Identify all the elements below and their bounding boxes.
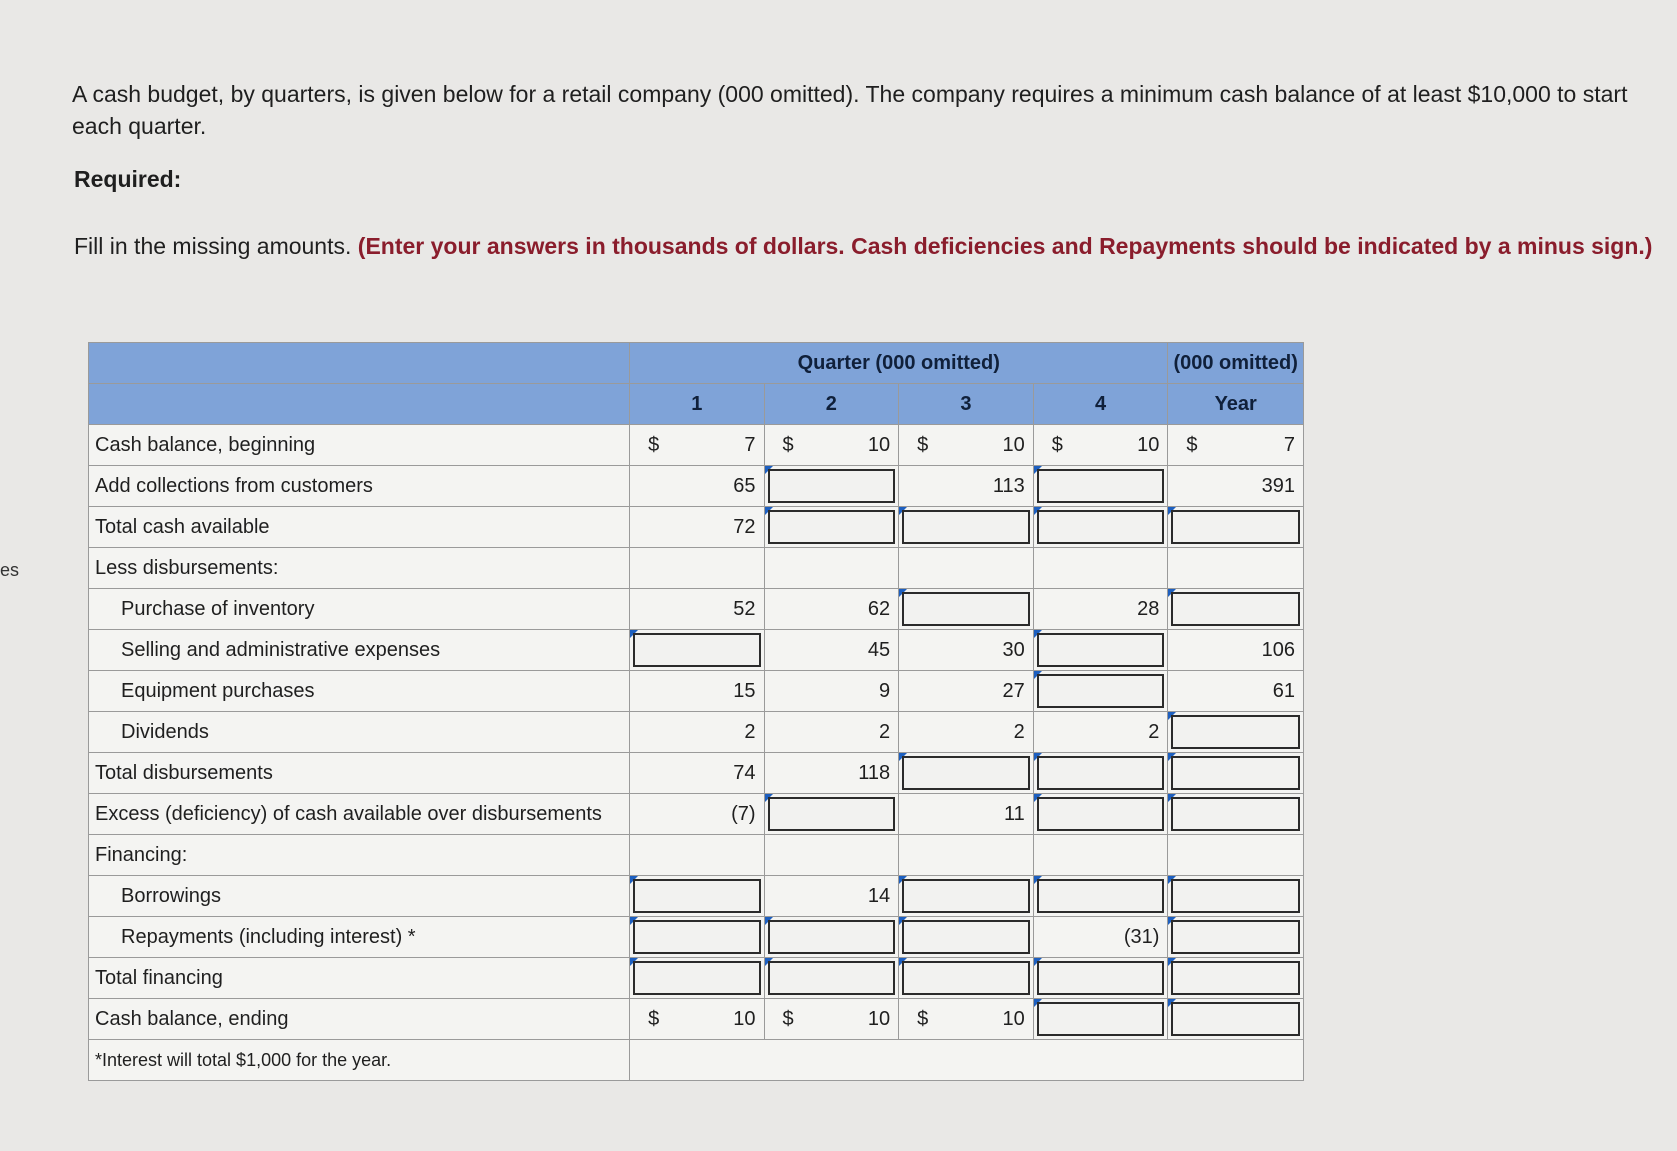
cell-value: 10 [1137, 433, 1160, 456]
answer-input-cell [899, 589, 1034, 630]
cell-value: 10 [733, 1007, 756, 1030]
table-row [89, 876, 1304, 917]
row-label: Total financing [89, 958, 630, 999]
value-cell [899, 712, 1034, 753]
table-row [89, 507, 1304, 548]
answer-input-cell [1033, 999, 1168, 1040]
value-cell [630, 671, 764, 712]
value-cell [764, 425, 899, 466]
answer-input-cell [1168, 999, 1304, 1040]
cell-value: 52 [733, 597, 756, 620]
answer-input[interactable] [1037, 469, 1165, 503]
answer-input[interactable] [1037, 633, 1165, 667]
header-blank [89, 343, 630, 384]
answer-input[interactable] [1171, 797, 1300, 831]
answer-input[interactable] [768, 510, 896, 544]
dollar-sign: $ [1051, 434, 1063, 456]
problem-intro: A cash budget, by quarters, is given below for a retail company (000 omitted). The company requires a minimum cash balance of at least $10,000 to start each quarter. [72, 81, 1628, 139]
answer-input[interactable] [768, 961, 896, 995]
row-label: Borrowings [89, 876, 630, 917]
answer-input[interactable] [633, 633, 760, 667]
answer-input-cell [1033, 671, 1168, 712]
section-blank-cell [630, 835, 764, 876]
answer-input[interactable] [1171, 1002, 1300, 1036]
table-body [89, 425, 1304, 1040]
required-heading: Required: [74, 166, 182, 192]
answer-input[interactable] [1037, 961, 1165, 995]
answer-input[interactable] [1171, 920, 1300, 954]
cell-value: 391 [1261, 474, 1295, 497]
cell-value: 106 [1261, 638, 1295, 661]
cell-value: 2 [1013, 720, 1025, 743]
table-row [89, 712, 1304, 753]
answer-input[interactable] [633, 961, 760, 995]
dollar-sign: $ [782, 1008, 794, 1030]
answer-input[interactable] [768, 469, 896, 503]
section-blank-cell [899, 548, 1034, 589]
answer-input-cell [1168, 589, 1304, 630]
answer-input[interactable] [1037, 756, 1165, 790]
dollar-sign: $ [782, 434, 794, 456]
row-label: Total cash available [89, 507, 630, 548]
answer-input-cell [1168, 712, 1304, 753]
value-cell [1168, 671, 1304, 712]
answer-input-cell [1033, 466, 1168, 507]
cell-value: 72 [733, 515, 756, 538]
year-omitted-header: (000 omitted) [1168, 343, 1304, 384]
footnote-blank [630, 1040, 1304, 1081]
value-cell [1033, 425, 1168, 466]
answer-input[interactable] [902, 879, 1030, 913]
cell-value: 45 [867, 638, 891, 661]
value-cell [899, 630, 1034, 671]
table-row [89, 548, 1304, 589]
answer-input-cell [899, 876, 1034, 917]
dollar-sign: $ [648, 434, 660, 456]
cell-value: (31) [1123, 925, 1160, 948]
answer-input-cell [630, 876, 764, 917]
value-cell [899, 794, 1034, 835]
table-row [89, 630, 1304, 671]
cash-budget-table [88, 342, 1304, 1081]
answer-input[interactable] [1037, 879, 1165, 913]
answer-input-cell [764, 917, 899, 958]
answer-input-cell [899, 958, 1034, 999]
answer-input[interactable] [902, 756, 1030, 790]
cell-value: 10 [1002, 433, 1025, 456]
cell-value: 65 [733, 474, 756, 497]
value-cell [1033, 712, 1168, 753]
header-blank-2 [89, 384, 630, 425]
cell-value: 9 [879, 679, 891, 702]
cell-value: 7 [1283, 433, 1295, 456]
value-cell [764, 630, 899, 671]
col-q2: 2 [764, 384, 899, 425]
cell-value: 2 [1148, 720, 1160, 743]
table-row [89, 794, 1304, 835]
section-blank-cell [764, 548, 899, 589]
section-blank-cell [1033, 835, 1168, 876]
quarter-header: Quarter (000 omitted) [630, 343, 1168, 384]
answer-input[interactable] [1037, 510, 1165, 544]
table-row [89, 589, 1304, 630]
col-q4: 4 [1033, 384, 1168, 425]
answer-input-cell [899, 507, 1034, 548]
answer-input[interactable] [1171, 879, 1300, 913]
answer-input[interactable] [633, 879, 760, 913]
table-row [89, 999, 1304, 1040]
answer-input-cell [630, 958, 764, 999]
value-cell [630, 753, 764, 794]
side-tab-fragment: es [0, 560, 20, 580]
answer-input-cell [630, 630, 764, 671]
value-cell [630, 999, 764, 1040]
answer-input-cell [764, 466, 899, 507]
instructions-bold: (Enter your answers in thousands of dollars. Cash deficiencies and Repayments should be indicated by a minus sign.) [357, 233, 1653, 259]
instructions [74, 230, 1654, 262]
value-cell [764, 712, 899, 753]
cell-value: 7 [744, 433, 756, 456]
dollar-sign: $ [648, 1008, 660, 1030]
row-label: Less disbursements: [89, 548, 630, 589]
value-cell [899, 999, 1034, 1040]
answer-input-cell [899, 753, 1034, 794]
cell-value: (7) [731, 802, 756, 825]
answer-input-cell [1168, 917, 1304, 958]
table-row [89, 466, 1304, 507]
cell-value: 10 [867, 433, 891, 456]
value-cell [764, 753, 899, 794]
answer-input[interactable] [768, 797, 896, 831]
cell-value: 10 [1002, 1007, 1025, 1030]
value-cell [630, 507, 764, 548]
answer-input[interactable] [633, 920, 760, 954]
cell-value: 10 [867, 1007, 891, 1030]
answer-input[interactable] [1171, 592, 1300, 626]
value-cell [1168, 466, 1304, 507]
row-label: Dividends [89, 712, 630, 753]
answer-input-cell [1168, 507, 1304, 548]
row-label: Financing: [89, 835, 630, 876]
answer-input-cell [764, 794, 899, 835]
value-cell [630, 466, 764, 507]
cell-value: 61 [1272, 679, 1295, 702]
cell-value: 74 [733, 761, 756, 784]
cell-value: 30 [1002, 638, 1025, 661]
answer-input-cell [1168, 958, 1304, 999]
value-cell [1033, 917, 1168, 958]
dollar-sign: $ [917, 434, 929, 456]
answer-input[interactable] [1171, 756, 1300, 790]
value-cell [764, 999, 899, 1040]
row-label: Selling and administrative expenses [89, 630, 630, 671]
answer-input-cell [1033, 507, 1168, 548]
dollar-sign: $ [917, 1008, 929, 1030]
row-label: Cash balance, ending [89, 999, 630, 1040]
answer-input-cell [1033, 794, 1168, 835]
instructions-plain: Fill in the missing amounts. [74, 233, 352, 259]
answer-input[interactable] [1171, 715, 1300, 749]
value-cell [630, 425, 764, 466]
section-blank-cell [1033, 548, 1168, 589]
answer-input-cell [1168, 876, 1304, 917]
value-cell [899, 425, 1034, 466]
value-cell [764, 589, 899, 630]
row-label: Cash balance, beginning [89, 425, 630, 466]
answer-input[interactable] [1171, 961, 1300, 995]
answer-input-cell [764, 507, 899, 548]
answer-input-cell [1168, 794, 1304, 835]
value-cell [1168, 425, 1304, 466]
table-row [89, 425, 1304, 466]
section-blank-cell [1168, 835, 1304, 876]
row-label: Equipment purchases [89, 671, 630, 712]
table-row [89, 753, 1304, 794]
cell-value: 118 [858, 761, 891, 784]
value-cell [899, 671, 1034, 712]
dollar-sign: $ [1186, 434, 1198, 456]
row-label: Repayments (including interest) * [89, 917, 630, 958]
value-cell [630, 794, 764, 835]
cell-value: 2 [879, 720, 891, 743]
cell-value: 27 [1002, 679, 1025, 702]
answer-input[interactable] [1037, 1002, 1165, 1036]
answer-input[interactable] [1037, 674, 1165, 708]
answer-input-cell [1033, 958, 1168, 999]
cell-value: 11 [1003, 802, 1025, 825]
value-cell [764, 876, 899, 917]
cell-value: 15 [733, 679, 756, 702]
footnote: *Interest will total $1,000 for the year. [89, 1040, 630, 1081]
section-blank-cell [899, 835, 1034, 876]
section-blank-cell [764, 835, 899, 876]
cell-value: 2 [744, 720, 756, 743]
answer-input[interactable] [1037, 797, 1165, 831]
answer-input-cell [1033, 753, 1168, 794]
value-cell [1033, 589, 1168, 630]
answer-input[interactable] [902, 510, 1030, 544]
row-label: Excess (deficiency) of cash available over disbursements [89, 794, 630, 835]
row-label: Total disbursements [89, 753, 630, 794]
answer-input-cell [764, 958, 899, 999]
answer-input[interactable] [768, 920, 896, 954]
value-cell [630, 712, 764, 753]
table-row [89, 835, 1304, 876]
answer-input-cell [1033, 630, 1168, 671]
answer-input[interactable] [902, 920, 1030, 954]
cell-value: 14 [867, 884, 891, 907]
value-cell [764, 671, 899, 712]
table-row [89, 917, 1304, 958]
row-label: Add collections from customers [89, 466, 630, 507]
answer-input[interactable] [902, 592, 1030, 626]
value-cell [630, 589, 764, 630]
col-q3: 3 [899, 384, 1034, 425]
table-row [89, 958, 1304, 999]
col-q1: 1 [630, 384, 764, 425]
cell-value: 28 [1137, 597, 1160, 620]
answer-input-cell [899, 917, 1034, 958]
col-year: Year [1168, 384, 1304, 425]
answer-input[interactable] [902, 961, 1030, 995]
value-cell [1168, 630, 1304, 671]
section-blank-cell [1168, 548, 1304, 589]
value-cell [899, 466, 1034, 507]
answer-input-cell [630, 917, 764, 958]
answer-input-cell [1168, 753, 1304, 794]
cell-value: 62 [867, 597, 891, 620]
table-row [89, 671, 1304, 712]
row-label: Purchase of inventory [89, 589, 630, 630]
cell-value: 113 [992, 474, 1025, 497]
answer-input-cell [1033, 876, 1168, 917]
section-blank-cell [630, 548, 764, 589]
answer-input[interactable] [1171, 510, 1300, 544]
